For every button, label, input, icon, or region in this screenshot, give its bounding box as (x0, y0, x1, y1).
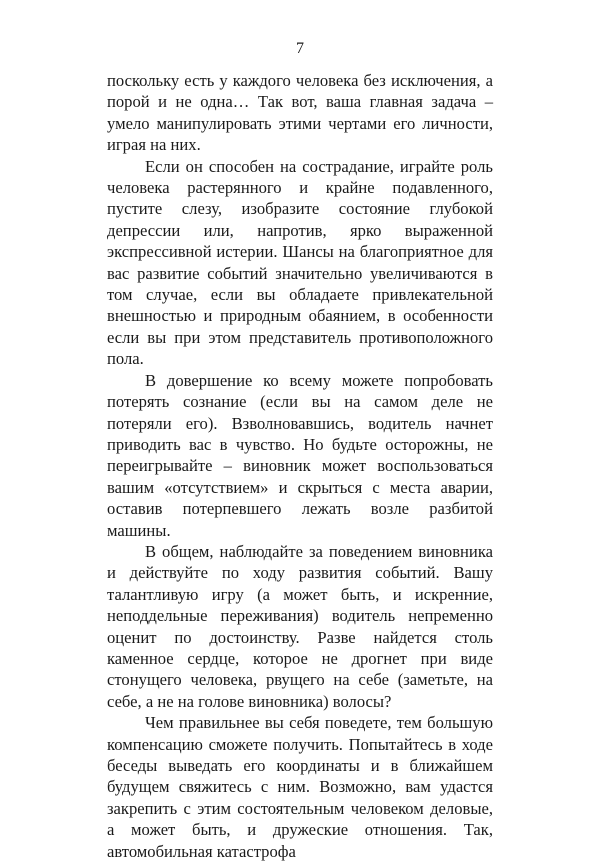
page-text (107, 70, 493, 862)
paragraph-compensation: Чем правильнее вы себя поведете, тем большую компенсацию сможете получить. Попытайтесь в ходе беседы выведать его координаты и в ближайшем будущем свяжитесь с ним. Возможно, вам удастся закрепить с этим состоятельным человеком деловые, а может быть, и дружеские отношения. Так, автомобильная катастрофа (107, 713, 493, 861)
paragraph-compassion: Если он способен на сострадание, играйте роль человека растерянного и крайне подавленного, пустите слезу, изобразите состояние глубокой депрессии или, напротив, ярко выраженной экспрессивной истерии. Шансы на благоприятное для вас развитие событий значительно увеличиваются в том случае, если вы обладаете привлекательной внешностью и природным обаянием, в особенности если вы при этом представитель противоположного пола. (107, 156, 493, 369)
paragraph-1-continued: поскольку есть у каждого человека без исключения, а порой и не одна… Так вот, ваша главная задача – умело манипулировать этими чертами его личности, играя на них. (107, 71, 493, 155)
page-number: 7 (296, 40, 304, 57)
paragraph-observe: В общем, наблюдайте за поведением виновника и действуйте по ходу развития событий. Вашу талантливую игру (а может быть, и искренние, неподдельные переживания) водитель непременно оценит по достоинству. Разве найдется столь каменное сердце, которое не дрогнет при виде стонущего человека, рвущего на себе (заметьте, на себе, а не на голове виновника) волосы? (107, 541, 493, 711)
paragraph-fainting: В довершение ко всему можете попробовать потерять сознание (если вы на самом деле не потеряли его). Взволновавшись, водитель начнет приводить вас в чувство. Но будьте осторожны, не переигрывайте – виновник может воспользоваться вашим «отсутствием» и скрыться с места аварии, оставив потерпевшего лежать возле разбитой машины. (107, 370, 493, 540)
